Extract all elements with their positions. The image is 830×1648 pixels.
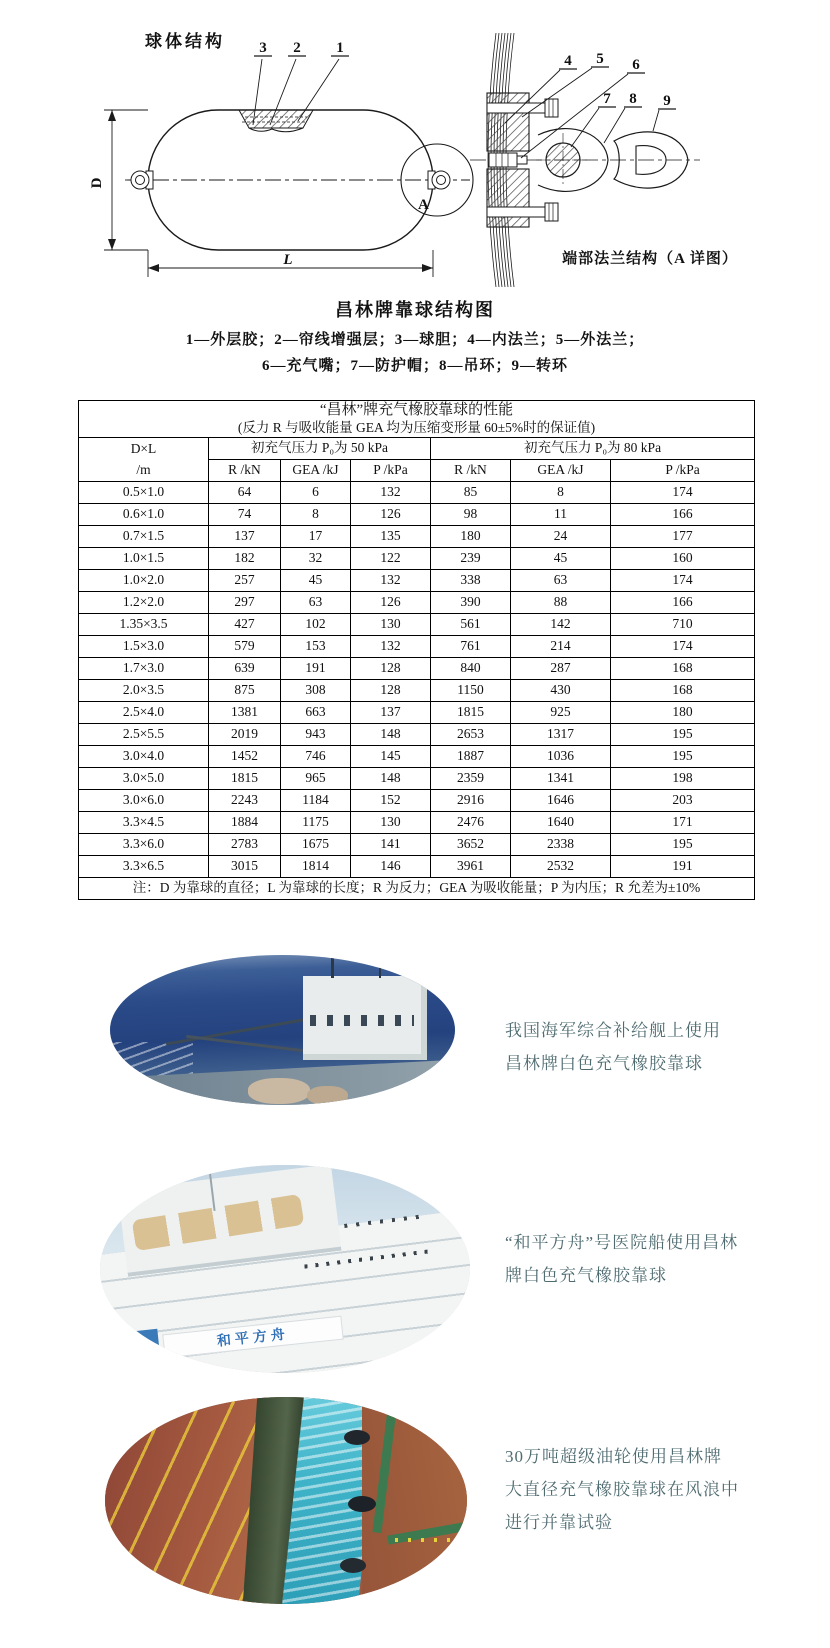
caption-line: 牌白色充气橡胶靠球: [505, 1266, 667, 1285]
value-cell: 63: [511, 569, 611, 591]
value-cell: 166: [611, 591, 755, 613]
dim-d-label: D: [89, 177, 105, 189]
value-cell: 430: [511, 679, 611, 701]
legend-line-2: 6—充气嘴；7—防护帽；8—吊环；9—转环: [261, 358, 568, 374]
value-cell: 174: [611, 635, 755, 657]
photo2-caption: [505, 1226, 738, 1292]
value-cell: 1341: [511, 767, 611, 789]
table-row: [79, 503, 755, 525]
value-cell: 137: [351, 701, 431, 723]
value-cell: 1675: [281, 833, 351, 855]
rubber-fender: [348, 1496, 376, 1512]
value-cell: 126: [351, 591, 431, 613]
table-row: [79, 547, 755, 569]
value-cell: 1452: [209, 745, 281, 767]
value-cell: 148: [351, 767, 431, 789]
table-row: [79, 679, 755, 701]
value-cell: 6: [281, 481, 351, 503]
caption-line: 30万吨超级油轮使用昌林牌: [505, 1447, 722, 1466]
value-cell: 168: [611, 657, 755, 679]
value-cell: 2019: [209, 723, 281, 745]
dims-header-line2: /m: [136, 462, 151, 478]
table-row: [79, 789, 755, 811]
dims-cell: 0.6×1.0: [79, 503, 209, 525]
col-header-p80: P /kPa: [611, 459, 755, 481]
value-cell: 746: [281, 745, 351, 767]
part-label-7: 7: [603, 91, 611, 107]
value-cell: 8: [511, 481, 611, 503]
value-cell: 2916: [431, 789, 511, 811]
value-cell: 2476: [431, 811, 511, 833]
dims-cell: 1.35×3.5: [79, 613, 209, 635]
deck-machinery: [307, 1086, 348, 1106]
value-cell: 214: [511, 635, 611, 657]
table-row: [79, 657, 755, 679]
part-label-3: 3: [259, 40, 267, 56]
value-cell: 135: [351, 525, 431, 547]
value-cell: 174: [611, 481, 755, 503]
photo3-caption: [505, 1440, 739, 1539]
bridge-windows: [310, 1015, 414, 1026]
value-cell: 2359: [431, 767, 511, 789]
caption-line: 我国海军综合补给舰上使用: [505, 1021, 721, 1040]
value-cell: 142: [511, 613, 611, 635]
value-cell: 85: [431, 481, 511, 503]
value-cell: 2243: [209, 789, 281, 811]
table-row: [79, 701, 755, 723]
dims-cell: 3.3×6.0: [79, 833, 209, 855]
value-cell: 943: [281, 723, 351, 745]
dims-cell: 3.3×4.5: [79, 811, 209, 833]
photo-hospital-ship: [100, 1165, 470, 1373]
table-footnote: 注：D 为靠球的直径；L 为靠球的长度；R 为反力；GEA 为吸收能量；P 为内压；R 允差为±10%: [79, 877, 755, 899]
value-cell: 195: [611, 723, 755, 745]
table-row: [79, 745, 755, 767]
caption-line: “和平方舟”号医院船使用昌林: [505, 1233, 739, 1252]
value-cell: 239: [431, 547, 511, 569]
value-cell: 8: [281, 503, 351, 525]
value-cell: 663: [281, 701, 351, 723]
value-cell: 1884: [209, 811, 281, 833]
value-cell: 198: [611, 767, 755, 789]
value-cell: 174: [611, 569, 755, 591]
caption-line: 进行并靠试验: [505, 1513, 613, 1532]
col-header-r50: R /kN: [209, 459, 281, 481]
photo1-caption: [505, 1014, 721, 1080]
deck-machinery: [248, 1078, 310, 1104]
value-cell: 427: [209, 613, 281, 635]
value-cell: 561: [431, 613, 511, 635]
value-cell: 639: [209, 657, 281, 679]
value-cell: 1036: [511, 745, 611, 767]
part-label-9: 9: [663, 93, 671, 109]
table-row: [79, 591, 755, 613]
caption-line: 昌林牌白色充气橡胶靠球: [505, 1054, 703, 1073]
part-label-6: 6: [632, 57, 640, 73]
dims-cell: 0.5×1.0: [79, 481, 209, 503]
dims-cell: 3.0×4.0: [79, 745, 209, 767]
value-cell: 1381: [209, 701, 281, 723]
value-cell: 925: [511, 701, 611, 723]
value-cell: 130: [351, 613, 431, 635]
value-cell: 152: [351, 789, 431, 811]
value-cell: 338: [431, 569, 511, 591]
value-cell: 45: [281, 569, 351, 591]
value-cell: 171: [611, 811, 755, 833]
photo-navy-supply-ship: [110, 955, 455, 1105]
fender-structure-diagram: [0, 25, 830, 315]
part-label-1: 1: [336, 40, 344, 56]
table-subtitle: (反力 R 与吸收能量 GEA 均为压缩变形量 60±5%时的保证值): [237, 419, 596, 435]
value-cell: 153: [281, 635, 351, 657]
value-cell: 203: [611, 789, 755, 811]
value-cell: 32: [281, 547, 351, 569]
value-cell: 63: [281, 591, 351, 613]
value-cell: 3652: [431, 833, 511, 855]
value-cell: 102: [281, 613, 351, 635]
value-cell: 128: [351, 657, 431, 679]
dims-header-cell: [79, 437, 209, 481]
value-cell: 2783: [209, 833, 281, 855]
sphere-body-diagram: [89, 31, 473, 277]
dims-cell: 1.0×1.5: [79, 547, 209, 569]
photo-tanker-berthing-test: [105, 1397, 467, 1604]
table-row: [79, 833, 755, 855]
dims-cell: 1.7×3.0: [79, 657, 209, 679]
value-cell: 710: [611, 613, 755, 635]
table-row: [79, 723, 755, 745]
group-header-80kpa: 初充气压力 P₀为 80 kPa: [431, 437, 755, 459]
col-header-p50: P /kPa: [351, 459, 431, 481]
value-cell: 579: [209, 635, 281, 657]
value-cell: 148: [351, 723, 431, 745]
value-cell: 761: [431, 635, 511, 657]
value-cell: 1175: [281, 811, 351, 833]
value-cell: 191: [611, 855, 755, 877]
value-cell: 126: [351, 503, 431, 525]
deck-workers: [395, 1538, 457, 1542]
table-row: [79, 481, 755, 503]
dims-cell: 2.5×5.5: [79, 723, 209, 745]
value-cell: 145: [351, 745, 431, 767]
dims-cell: 1.5×3.0: [79, 635, 209, 657]
value-cell: 1815: [209, 767, 281, 789]
flange-caption: 端部法兰结构（A 详图）: [562, 251, 738, 267]
value-cell: 2338: [511, 833, 611, 855]
value-cell: 132: [351, 481, 431, 503]
value-cell: 287: [511, 657, 611, 679]
value-cell: 191: [281, 657, 351, 679]
hull-name-banner: 和平方舟: [162, 1316, 343, 1359]
value-cell: 177: [611, 525, 755, 547]
sphere-structure-title: 球体结构: [145, 32, 225, 51]
value-cell: 182: [209, 547, 281, 569]
value-cell: 308: [281, 679, 351, 701]
value-cell: 141: [351, 833, 431, 855]
value-cell: 45: [511, 547, 611, 569]
dims-cell: 1.2×2.0: [79, 591, 209, 613]
table-row: [79, 635, 755, 657]
value-cell: 132: [351, 569, 431, 591]
value-cell: 195: [611, 833, 755, 855]
col-header-gea50: GEA /kJ: [281, 459, 351, 481]
table-body: [79, 481, 755, 877]
table-title-cell: [79, 401, 755, 438]
part-label-2: 2: [293, 40, 301, 56]
caption-line: 大直径充气橡胶靠球在风浪中: [505, 1480, 739, 1499]
value-cell: 11: [511, 503, 611, 525]
dims-cell: 3.0×5.0: [79, 767, 209, 789]
rubber-fender: [344, 1430, 370, 1445]
value-cell: 840: [431, 657, 511, 679]
value-cell: 1184: [281, 789, 351, 811]
value-cell: 965: [281, 767, 351, 789]
figure-caption: 昌林牌靠球结构图: [335, 300, 495, 320]
value-cell: 3961: [431, 855, 511, 877]
value-cell: 2532: [511, 855, 611, 877]
value-cell: 137: [209, 525, 281, 547]
value-cell: 132: [351, 635, 431, 657]
table-title: “昌林”牌充气橡胶靠球的性能: [319, 402, 514, 418]
value-cell: 180: [611, 701, 755, 723]
value-cell: 128: [351, 679, 431, 701]
table-row: [79, 613, 755, 635]
value-cell: 166: [611, 503, 755, 525]
value-cell: 390: [431, 591, 511, 613]
value-cell: 1814: [281, 855, 351, 877]
performance-table: [78, 400, 755, 900]
mast: [331, 957, 334, 978]
value-cell: 146: [351, 855, 431, 877]
col-header-r80: R /kN: [431, 459, 511, 481]
legend-line-1: 1—外层胶；2—帘线增强层；3—球胆；4—内法兰；5—外法兰；: [185, 332, 645, 348]
value-cell: 130: [351, 811, 431, 833]
dims-header-line1: D×L: [130, 441, 157, 457]
dims-cell: 3.3×6.5: [79, 855, 209, 877]
value-cell: 875: [209, 679, 281, 701]
table-row: [79, 767, 755, 789]
value-cell: 1150: [431, 679, 511, 701]
value-cell: 257: [209, 569, 281, 591]
value-cell: 74: [209, 503, 281, 525]
detail-a-mark: A: [418, 197, 429, 213]
value-cell: 1815: [431, 701, 511, 723]
value-cell: 1646: [511, 789, 611, 811]
value-cell: 3015: [209, 855, 281, 877]
value-cell: 1640: [511, 811, 611, 833]
mast: [379, 960, 381, 978]
value-cell: 180: [431, 525, 511, 547]
dims-cell: 0.7×1.5: [79, 525, 209, 547]
table-row: [79, 811, 755, 833]
dims-cell: 3.0×6.0: [79, 789, 209, 811]
part-label-5: 5: [596, 51, 604, 67]
value-cell: 1887: [431, 745, 511, 767]
hull-marking: [113, 1329, 160, 1365]
col-header-gea80: GEA /kJ: [511, 459, 611, 481]
end-flange-diagram: [470, 33, 738, 287]
table-row: [79, 525, 755, 547]
dims-cell: 2.0×3.5: [79, 679, 209, 701]
value-cell: 168: [611, 679, 755, 701]
value-cell: 2653: [431, 723, 511, 745]
value-cell: 24: [511, 525, 611, 547]
group-header-50kpa: 初充气压力 P₀为 50 kPa: [209, 437, 431, 459]
value-cell: 1317: [511, 723, 611, 745]
dim-l-label: L: [283, 252, 293, 268]
table-row: [79, 569, 755, 591]
value-cell: 122: [351, 547, 431, 569]
value-cell: 64: [209, 481, 281, 503]
value-cell: 160: [611, 547, 755, 569]
dims-cell: 1.0×2.0: [79, 569, 209, 591]
value-cell: 195: [611, 745, 755, 767]
value-cell: 88: [511, 591, 611, 613]
dims-cell: 2.5×4.0: [79, 701, 209, 723]
value-cell: 297: [209, 591, 281, 613]
part-label-8: 8: [629, 91, 637, 107]
value-cell: 17: [281, 525, 351, 547]
part-label-4: 4: [564, 53, 572, 69]
table-row: [79, 855, 755, 877]
value-cell: 98: [431, 503, 511, 525]
